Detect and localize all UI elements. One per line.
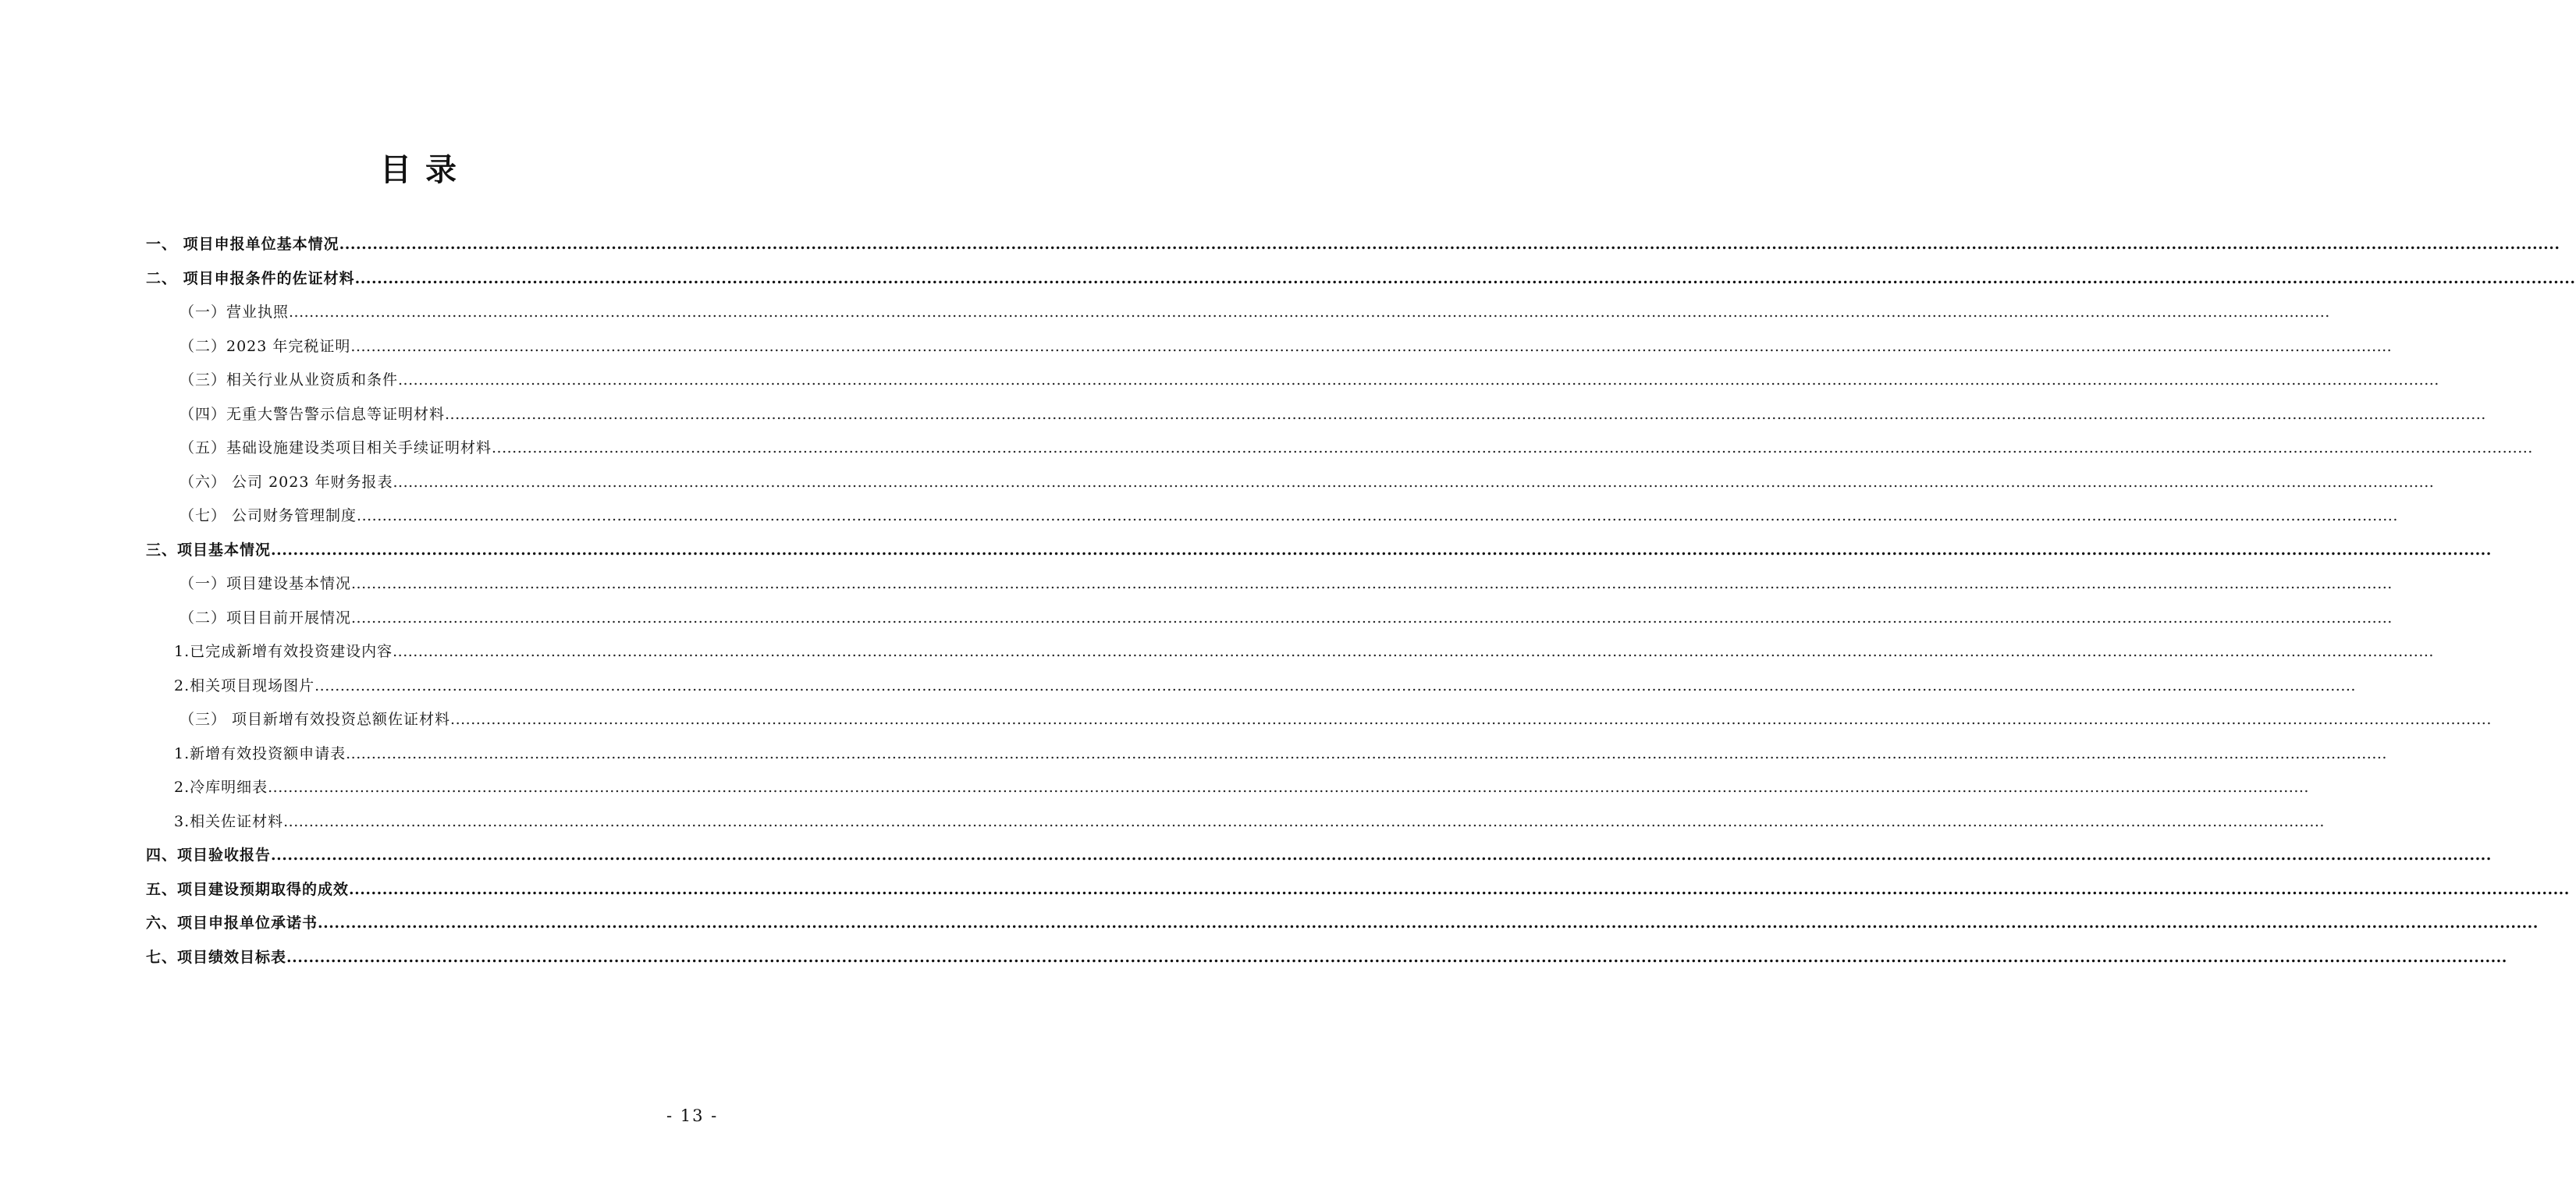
toc-leader-dots: ................................................................................................................................................................................................................................................................................................................................................................................................................	[283, 812, 2325, 830]
toc-leader-dots: ................................................................................................................................................................................................................................................................................................................................................................................................................	[445, 405, 2486, 423]
toc-leader-dots: ................................................................................................................................................................................................................................................................................................................................................................................................................	[354, 269, 2576, 287]
toc-entry[interactable]	[174, 667, 2356, 695]
toc-entry[interactable]	[174, 633, 2434, 661]
toc-entry[interactable]	[174, 735, 2387, 763]
toc-entry-label: 五、项目建设预期取得的成效	[146, 880, 350, 898]
toc-entry-label: 二、 项目申报条件的佐证材料	[146, 269, 355, 287]
toc-entry-label: 3.相关佐证材料	[174, 812, 284, 830]
toc-leader-dots: ................................................................................................................................................................................................................................................................................................................................................................................................................	[289, 304, 2330, 321]
toc-leader-dots: ................................................................................................................................................................................................................................................................................................................................................................................................................	[271, 541, 2492, 559]
toc-entry[interactable]	[146, 260, 2576, 288]
toc-entry-label: 三、项目基本情况	[146, 541, 272, 559]
toc-entry-label: 1.新增有效投资额申请表	[174, 744, 346, 762]
toc-entry-label: 七、项目绩效目标表	[146, 948, 287, 966]
toc-entry[interactable]	[179, 463, 2435, 492]
toc-entry-label: 1.已完成新增有效投资建设内容	[174, 643, 393, 660]
toc-entry[interactable]	[146, 904, 2539, 932]
page-title: 目 录	[380, 151, 458, 188]
toc-entry[interactable]	[179, 599, 2393, 627]
toc-leader-dots: ................................................................................................................................................................................................................................................................................................................................................................................................................	[350, 337, 2393, 355]
toc-leader-dots: ................................................................................................................................................................................................................................................................................................................................................................................................................	[268, 779, 2309, 796]
toc-entry-label: （六） 公司 2023 年财务报表	[179, 473, 393, 491]
toc-entry-label: （五）基础设施建设类项目相关手续证明材料	[179, 439, 492, 456]
toc-entry-label: （三） 项目新增有效投资总额佐证材料	[179, 711, 451, 728]
toc-entry-label: （一）项目建设基本情况	[179, 575, 352, 592]
toc-entry[interactable]	[146, 871, 2570, 899]
toc-leader-dots: ................................................................................................................................................................................................................................................................................................................................................................................................................	[393, 643, 2434, 660]
toc-entry[interactable]	[179, 429, 2533, 457]
toc-entry-label: （四）无重大警告警示信息等证明材料	[179, 405, 446, 423]
toc-leader-dots: ................................................................................................................................................................................................................................................................................................................................................................................................................	[450, 711, 2492, 728]
toc-entry[interactable]	[179, 497, 2398, 525]
toc-entry-label: 一、 项目申报单位基本情况	[146, 236, 339, 253]
toc-entry-label: （二）项目目前开展情况	[179, 609, 352, 627]
toc-entry[interactable]	[174, 769, 2309, 797]
toc-entry-label: 2.相关项目现场图片	[174, 676, 315, 694]
toc-leader-dots: ................................................................................................................................................................................................................................................................................................................................................................................................................	[398, 371, 2439, 389]
toc-leader-dots: ................................................................................................................................................................................................................................................................................................................................................................................................................	[318, 914, 2539, 932]
toc-entry[interactable]	[146, 939, 2507, 967]
toc-entry[interactable]	[179, 396, 2486, 424]
toc-entry[interactable]	[174, 803, 2325, 831]
toc-leader-dots: ................................................................................................................................................................................................................................................................................................................................................................................................................	[314, 676, 2356, 694]
toc-entry[interactable]	[179, 293, 2330, 321]
toc-leader-dots: ................................................................................................................................................................................................................................................................................................................................................................................................................	[492, 439, 2533, 456]
toc-entry[interactable]	[179, 701, 2492, 729]
toc-entry-label: （二）2023 年完税证明	[179, 337, 351, 355]
toc-entry-label: 2.冷库明细表	[174, 779, 268, 796]
toc-leader-dots: ................................................................................................................................................................................................................................................................................................................................................................................................................	[339, 236, 2560, 253]
toc-leader-dots: ................................................................................................................................................................................................................................................................................................................................................................................................................	[351, 609, 2393, 627]
toc-leader-dots: ................................................................................................................................................................................................................................................................................................................................................................................................................	[351, 575, 2393, 592]
toc-entry[interactable]	[146, 836, 2492, 865]
toc-leader-dots: ................................................................................................................................................................................................................................................................................................................................................................................................................	[286, 948, 2507, 966]
toc-leader-dots: ................................................................................................................................................................................................................................................................................................................................................................................................................	[357, 507, 2398, 524]
toc-entry-label: （三）相关行业从业资质和条件	[179, 371, 399, 389]
toc-leader-dots: ................................................................................................................................................................................................................................................................................................................................................................................................................	[346, 744, 2387, 762]
toc-leader-dots: ................................................................................................................................................................................................................................................................................................................................................................................................................	[271, 847, 2492, 864]
toc-leader-dots: ................................................................................................................................................................................................................................................................................................................................................................................................................	[393, 473, 2435, 491]
toc-entry-label: （一）营业执照	[179, 304, 290, 321]
toc-entry-label: 四、项目验收报告	[146, 847, 272, 864]
toc-entry-label: （七） 公司财务管理制度	[179, 507, 357, 524]
toc-entry[interactable]	[179, 361, 2439, 389]
page-number: - 13 -	[666, 1106, 719, 1125]
toc-entry[interactable]	[179, 565, 2393, 593]
toc-entry-label: 六、项目申报单位承诺书	[146, 914, 318, 932]
toc-leader-dots: ................................................................................................................................................................................................................................................................................................................................................................................................................	[349, 880, 2570, 898]
toc-entry[interactable]	[146, 531, 2492, 559]
toc-entry[interactable]	[146, 225, 2560, 254]
toc-entry[interactable]	[179, 328, 2393, 356]
